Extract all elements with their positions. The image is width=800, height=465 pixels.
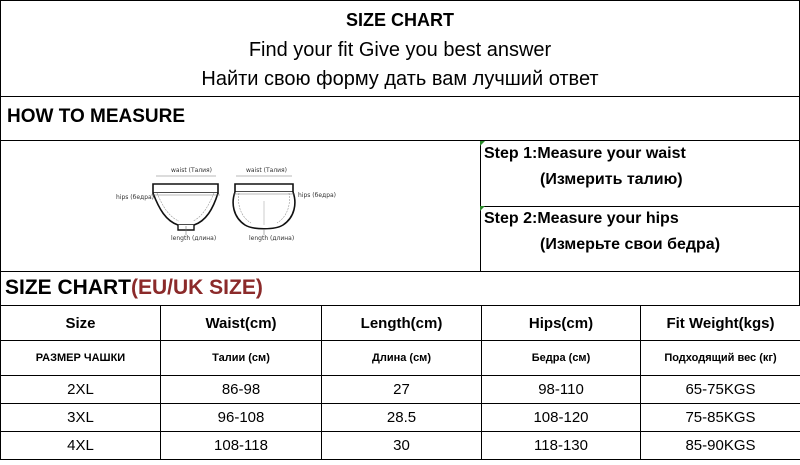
cell-waist: 86-98 [161, 376, 322, 404]
header-weight-ru: Подходящий вес (кг) [641, 341, 800, 376]
step-1-title: Step 1:Measure your waist [484, 145, 686, 162]
front-hips-label: hips (бедра) [116, 194, 155, 201]
table-row [1, 376, 800, 404]
header-waist-ru: Талии (см) [161, 341, 322, 376]
cell-size: 2XL [1, 376, 161, 404]
cell-weight: 85-90KGS [641, 432, 800, 460]
front-waist-label: waist (Талия) [171, 167, 213, 174]
header-section [0, 0, 800, 97]
back-length-label: length (длина) [249, 235, 295, 242]
cell-hips: 108-120 [482, 404, 641, 432]
cell-size: 3XL [1, 404, 161, 432]
cell-hips: 118-130 [482, 432, 641, 460]
cell-hips: 98-110 [482, 376, 641, 404]
step-1-box [480, 141, 800, 207]
back-briefs-illustration [233, 167, 336, 242]
subtitle-english: Find your fit Give you best answer [248, 39, 552, 61]
header-waist: Waist(cm) [161, 306, 322, 341]
measure-section [0, 141, 800, 272]
page-title: SIZE CHART [346, 10, 454, 30]
table-row [1, 432, 800, 460]
step-2-box [480, 206, 800, 271]
step-2-title: Step 2:Measure your hips [484, 210, 679, 227]
cell-length: 30 [322, 432, 482, 460]
header-hips-ru: Бедра (см) [482, 341, 641, 376]
measurement-diagram [1, 141, 481, 271]
step-2-russian: (Измерьте свои бедра) [540, 236, 721, 253]
front-briefs-illustration [116, 167, 220, 242]
cell-length: 27 [322, 376, 482, 404]
size-chart-region: (EU/UK SIZE) [131, 276, 263, 299]
cell-waist: 108-118 [161, 432, 322, 460]
table-header-row-russian [1, 341, 800, 376]
cell-waist: 96-108 [161, 404, 322, 432]
cell-size: 4XL [1, 432, 161, 460]
header-weight: Fit Weight(kgs) [641, 306, 800, 341]
front-length-label: length (длина) [171, 235, 217, 242]
cell-length: 28.5 [322, 404, 482, 432]
cell-weight: 75-85KGS [641, 404, 800, 432]
header-hips: Hips(cm) [482, 306, 641, 341]
cell-weight: 65-75KGS [641, 376, 800, 404]
header-length: Length(cm) [322, 306, 482, 341]
back-waist-label: waist (Талия) [246, 167, 288, 174]
how-to-measure-heading: HOW TO MEASURE [7, 106, 186, 127]
back-hips-label: hips (бедра) [298, 192, 337, 199]
briefs-diagram-svg [1, 141, 480, 271]
table-header-row [1, 306, 800, 341]
size-chart-heading [5, 276, 263, 300]
size-chart-heading-row [0, 272, 800, 306]
header-size: Size [1, 306, 161, 341]
table-row [1, 404, 800, 432]
header-length-ru: Длина (см) [322, 341, 482, 376]
step-1-russian: (Измерить талию) [540, 171, 683, 188]
header-size-ru: РАЗМЕР ЧАШКИ [1, 341, 161, 376]
size-chart-heading-text: SIZE CHART [5, 276, 131, 299]
how-to-measure-heading-row [0, 97, 800, 141]
size-table [0, 305, 800, 460]
subtitle-russian: Найти свою форму дать вам лучший ответ [201, 68, 599, 90]
